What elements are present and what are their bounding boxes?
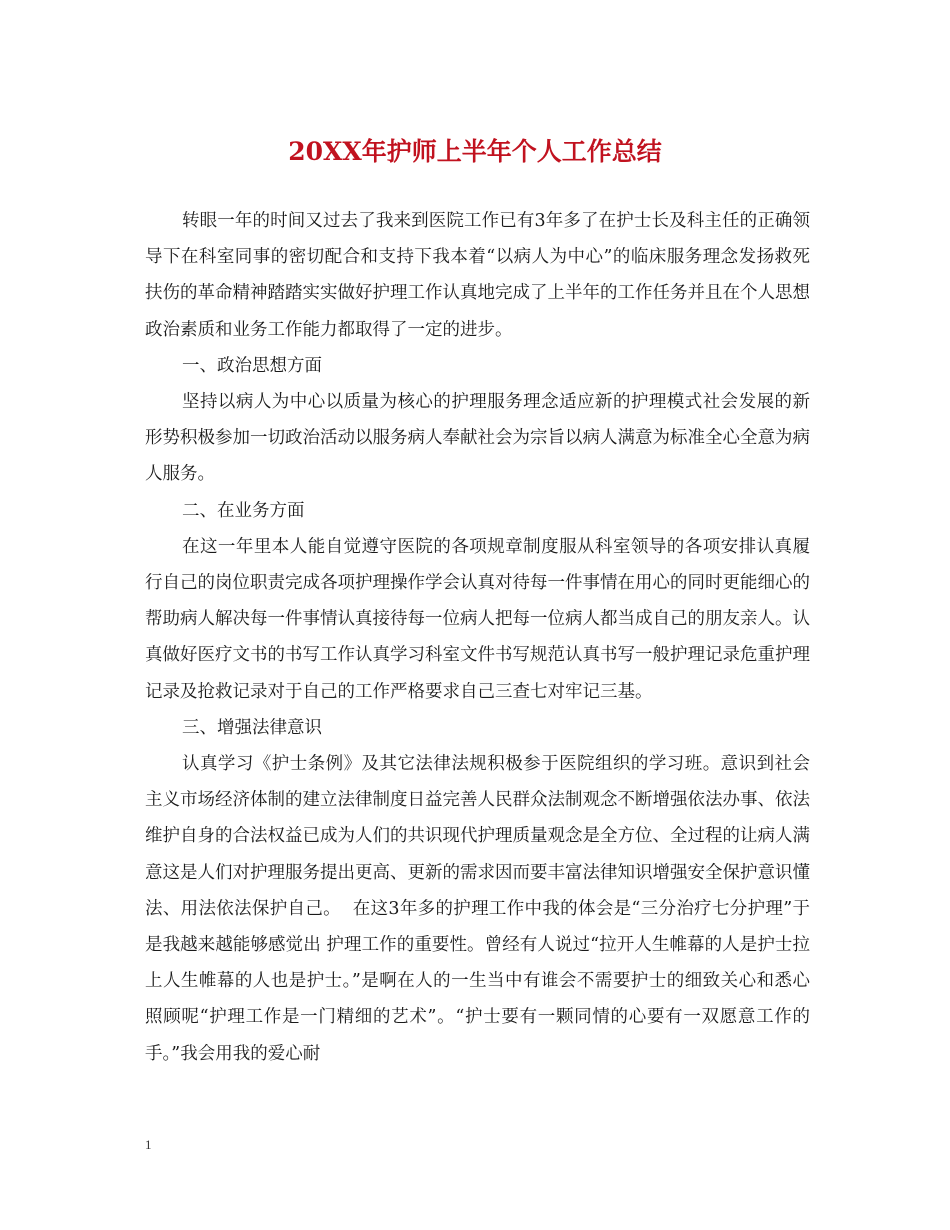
section-heading-law: 三、增强法律意识 bbox=[182, 717, 322, 738]
law-paragraph: 认真学习《护士条例》及其它法律法规积极参于医院组织的学习班。意识到社会主义市场经济体制的建立法律制度日益完善人民群众法制观念不断增强依法办事、依法维护自身的合法权益已成为人们的共识现代护理质量观念是全方位、全过程的让病人满意这是人们对护理服务提出更高、更新的需求因而要丰富法律知识增强安全保护意识懂法、用法依法保护自己。 在这3年多的护理工作中我的体会是“三分治疗七分护理”于是我越来越能够感觉出 护理工作的重要性。曾经有人说过“拉开人生帷幕的人是护士拉上人生帷幕的人也是护士。”是啊在人的一生当中有谁会不需要护士的细致关心和悉心照顾呢“护理工作是一门精细的艺术”。“护士要有一颗同情的心要有一双愿意工作的手。”我会用我的爱心耐 bbox=[145, 754, 810, 1064]
page-number: 1 bbox=[145, 1137, 152, 1152]
section-heading-politics: 一、政治思想方面 bbox=[182, 355, 322, 376]
document-title: 20XX年护师上半年个人工作总结 bbox=[288, 137, 662, 166]
document-body bbox=[145, 203, 810, 1072]
politics-paragraph: 坚持以病人为中心以质量为核心的护理服务理念适应新的护理模式社会发展的新形势积极参加一切政治活动以服务病人奉献社会为宗旨以病人满意为标准全心全意为病人服务。 bbox=[145, 392, 810, 485]
business-paragraph: 在这一年里本人能自觉遵守医院的各项规章制度服从科室领导的各项安排认真履行自己的岗位职责完成各项护理操作学会认真对待每一件事情在用心的同时更能细心的帮助病人解决每一件事情认真接待每一位病人把每一位病人都当成自己的朋友亲人。认真做好医疗文书的书写工作认真学习科室文件书写规范认真书写一般护理记录危重护理记录及抢救记录对于自己的工作严格要求自己三查七对牢记三基。 bbox=[145, 536, 810, 702]
section-heading-business: 二、在业务方面 bbox=[182, 500, 305, 521]
intro-paragraph: 转眼一年的时间又过去了我来到医院工作已有3年多了在护士长及科主任的正确领导下在科室同事的密切配合和支持下我本着“以病人为中心”的临床服务理念发扬救死扶伤的革命精神踏踏实实做好护理工作认真地完成了上半年的工作任务并且在个人思想政治素质和业务工作能力都取得了一定的进步。 bbox=[145, 211, 810, 340]
